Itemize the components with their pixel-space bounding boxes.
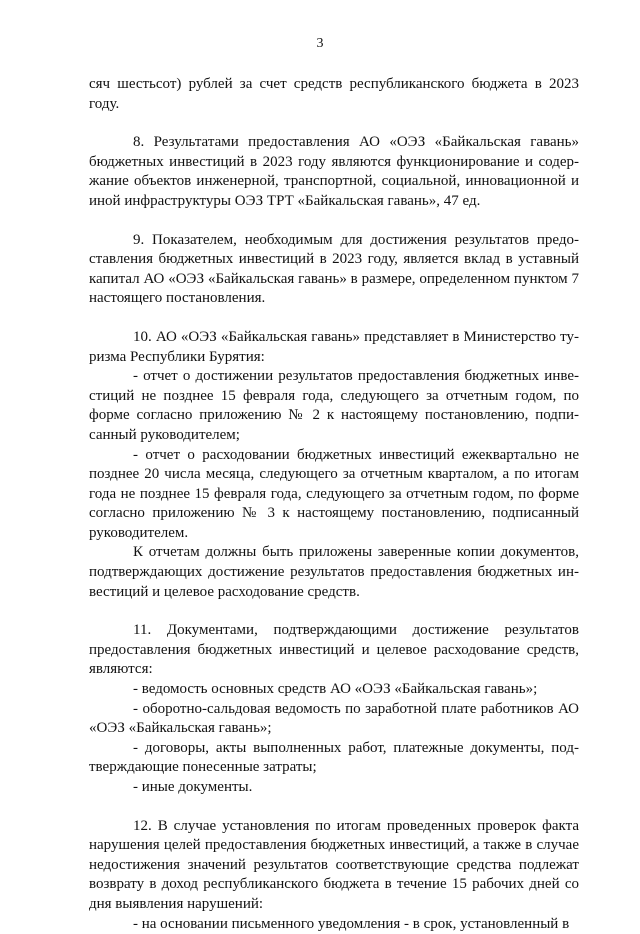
paragraph-8: 8. Результатами предоставления АО «ОЭЗ «Байкальская гавань» бюджетных инвестиций в 2023 году являются функционирование и содержание объектов инженерной, транспортной, социальной, инновационной и иной инфраструктуры ОЭЗ ТРТ «Байкальская гавань», 47 ед.: [89, 134, 579, 209]
list-item-contracts: - договоры, акты выполненных работ, платежные документы, подтверждающие понесенные затраты;: [89, 739, 579, 776]
document-body: [89, 75, 579, 934]
paragraph-10: 10. АО «ОЭЗ «Байкальская гавань» представляет в Министерство туризма Республики Бурятия:: [89, 328, 579, 365]
paragraph-9: 9. Показателем, необходимым для достижения результатов предоставления бюджетных инвестиций в 2023 году, является вклад в уставный капитал АО «ОЭЗ «Байкальская гавань» в размере, определенном пунктом 7 настоящего постановления.: [89, 231, 579, 307]
list-item-other-documents: - иные документы.: [133, 779, 253, 795]
paragraph-12: 12. В случае установления по итогам проведенных проверок факта нарушения целей предоставления бюджетных инвестиций, а также в случае недостижения значений результатов соответствующие средства подлежат возврату в доход республиканского бюджета в течение 15 рабочих дней со дня выявления нарушений:: [89, 817, 579, 912]
list-item-written-notice: - на основании письменного уведомления - в срок, установленный в: [133, 915, 570, 932]
paragraph-11: 11. Документами, подтверждающими достижение результатов предоставления бюджетных инвестиций и целевое расходование средств, являются:: [89, 622, 579, 678]
page-number: 3: [316, 36, 324, 51]
list-item-expenditure-report: - отчет о расходовании бюджетных инвестиций ежеквартально не позднее 20 числа месяца, следующего за отчетным кварталом, а по итогам года не позднее 15 февраля года, следующего за отчетным годом, по форме согласно приложению № 3 к настоящему постановлению, подписанный руководителем.: [89, 446, 579, 541]
paragraph-continuation: сяч шестьсот) рублей за счет средств республиканского бюджета в 2023 году.: [89, 76, 579, 112]
list-item-salary-statement: - оборотно-сальдовая ведомость по заработной плате работников АО «ОЭЗ «Байкальская гавань»;: [89, 700, 579, 737]
list-item-achievement-report: - отчет о достижении результатов предоставления бюджетных инвестиций не позднее 15 февраля года, следующего за отчетным годом, по форме согласно приложению № 2 к настоящему постановлению, подписанный руководителем;: [89, 368, 579, 443]
paragraph-attachments: К отчетам должны быть приложены заверенные копии документов, подтверждающих достижение результатов предоставления бюджетных инвестиций и целевое расходование средств.: [89, 544, 579, 600]
list-item-fixed-assets: - ведомость основных средств АО «ОЭЗ «Байкальская гавань»;: [133, 681, 538, 698]
